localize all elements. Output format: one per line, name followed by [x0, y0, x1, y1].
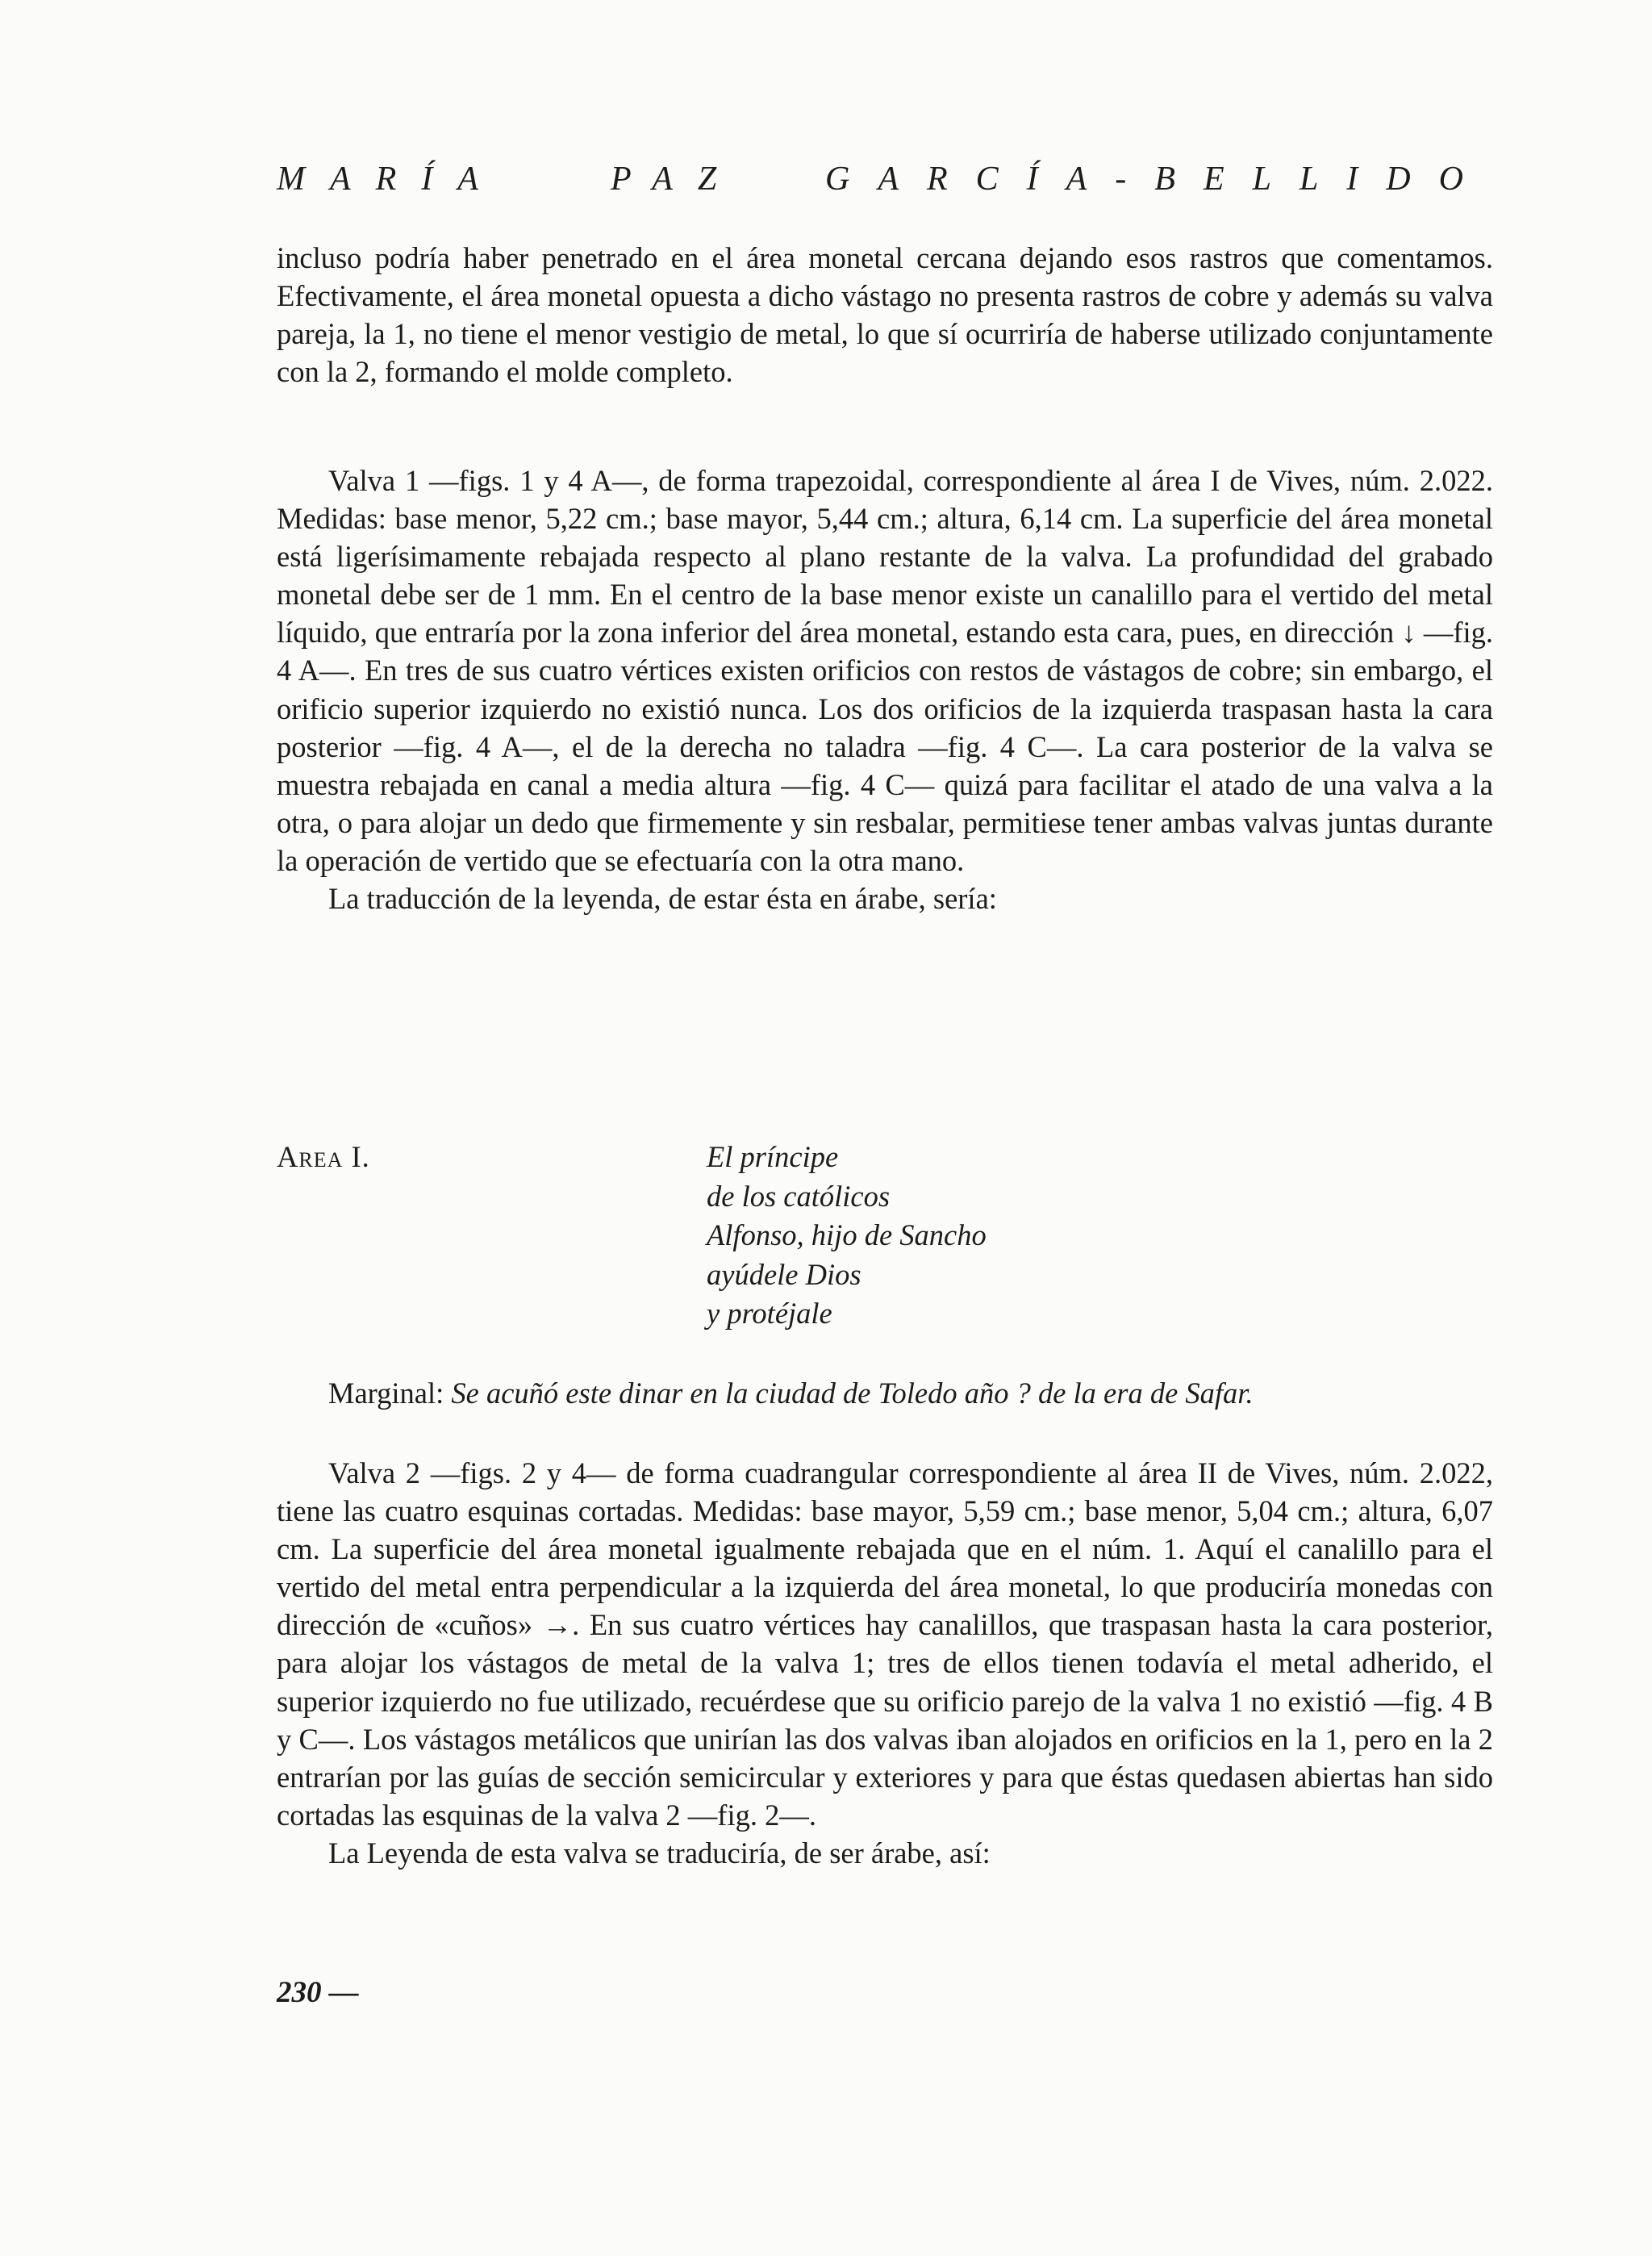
- paragraph-valva-2: Valva 2 —figs. 2 y 4— de forma cuadrangular correspondiente al área II de Vives, núm. 2.022, tiene las cuatro esquinas cortadas. Medidas: base mayor, 5,59 cm.; base menor, 5,04 cm.; altura, 6,07 cm. La superficie del área monetal igualmente rebajada que en el núm. 1. Aquí el canalillo para el vertido del metal entra perpendicular a la izquierda del área monetal, lo que produciría monedas con dirección de «cuños» →. En sus cuatro vértices hay canalillos, que traspasan hasta la cara posterior, para alojar los vástagos de metal de la valva 1; tres de ellos tienen todavía el metal adherido, el superior izquierdo no fue utilizado, recuérdese que su orificio parejo de la valva 1 no existió —fig. 4 B y C—. Los vástagos metálicos que unirían las dos valvas iban alojados en orificios en la 1, pero en la 2 entrarían por las guías de sección semicircular y exteriores y para que éstas quedasen abiertas han sido cortadas las esquinas de la valva 2 —fig. 2—.: [277, 1456, 1493, 1832]
- legend-line: Alfonso, hijo de Sancho: [707, 1218, 987, 1251]
- paragraph-legend-intro: La Leyenda de esta valva se traduciría, de ser árabe, así:: [328, 1836, 991, 1870]
- page-number: 230 —: [277, 1976, 359, 2009]
- legend-line: de los católicos: [707, 1179, 891, 1213]
- marginal-label: Marginal:: [328, 1377, 444, 1410]
- legend-line: ayúdele Dios: [707, 1257, 861, 1291]
- text-block-valva-2: [277, 1454, 1493, 1872]
- text-block-top: [277, 239, 1493, 391]
- legend-translation: [707, 1138, 987, 1334]
- area-label: [277, 1139, 370, 1174]
- area-label-text: Area I.: [277, 1140, 370, 1173]
- paragraph-translation-intro: La traducción de la leyenda, de estar ésta en árabe, sería:: [328, 882, 997, 916]
- header-author-first: MARÍA: [277, 161, 503, 198]
- header-author-second: PAZ: [611, 161, 742, 198]
- marginal-text: Se acuñó este dinar en la ciudad de Toledo año ? de la era de Safar.: [451, 1377, 1254, 1410]
- paragraph-1: incluso podría haber penetrado en el área monetal cercana dejando esos rastros que comentamos. Efectivamente, el área monetal opuesta a dicho vástago no presenta rastros de cobre y además su valva pareja, la 1, no tiene el menor vestigio de metal, lo que sí ocurriría de haberse utilizado conjuntamente con la 2, formando el molde completo.: [277, 241, 1493, 389]
- text-block-valva-1: [277, 462, 1493, 917]
- legend-line: El príncipe: [707, 1140, 839, 1173]
- header-author-surname: GARCÍA-BELLIDO: [825, 161, 1491, 198]
- legend-line: y protéjale: [707, 1297, 832, 1330]
- marginal-legend: [328, 1376, 1254, 1410]
- paragraph-valva-1: Valva 1 —figs. 1 y 4 A—, de forma trapezoidal, correspondiente al área I de Vives, núm. 2.022. Medidas: base menor, 5,22 cm.; base mayor, 5,44 cm.; altura, 6,14 cm. La superficie del área monetal está ligerísimamente rebajada respecto al plano restante de la valva. La profundidad del grabado monetal debe ser de 1 mm. En el centro de la base menor existe un canalillo para el vertido del metal líquido, que entraría por la zona inferior del área monetal, estando esta cara, pues, en dirección ↓ —fig. 4 A—. En tres de sus cuatro vértices existen orificios con restos de vástagos de cobre; sin embargo, el orificio superior izquierdo no existió nunca. Los dos orificios de la izquierda traspasan hasta la cara posterior —fig. 4 A—, el de la derecha no taladra —fig. 4 C—. La cara posterior de la valva se muestra rebajada en canal a media altura —fig. 4 C— quizá para facilitar el atado de una valva a la otra, o para alojar un dedo que firmemente y sin resbalar, permitiese tener ambas valvas juntas durante la operación de vertido que se efectuaría con la otra mano.: [277, 464, 1493, 877]
